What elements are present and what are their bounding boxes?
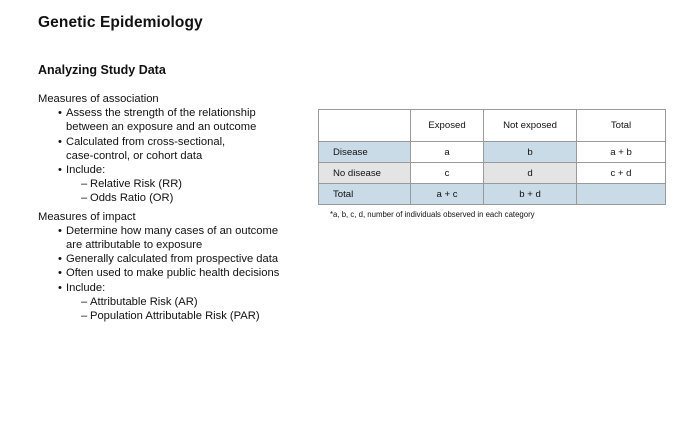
bullet-text-cont: are attributable to exposure <box>66 239 203 252</box>
table-cell: d <box>484 163 577 184</box>
table-row-disease <box>319 142 666 163</box>
header-cell-exposed: Exposed <box>411 110 484 142</box>
dash-icon: – <box>81 192 88 205</box>
table-cell: c + d <box>577 163 666 184</box>
table-header-row <box>319 110 666 142</box>
section-title: Analyzing Study Data <box>38 63 166 77</box>
bullet-text: Generally calculated from prospective data <box>66 253 279 266</box>
sub-bullet-text: Relative Risk (RR) <box>90 178 182 191</box>
table-row-no-disease <box>319 163 666 184</box>
bullet-text: Determine how many cases of an outcome <box>66 224 279 237</box>
sub-bullet-text: Odds Ratio (OR) <box>90 192 174 205</box>
bullet-item <box>38 163 308 177</box>
bullet-text-cont: between an exposure and an outcome <box>66 121 257 134</box>
bullet-icon: • <box>58 224 62 237</box>
impact-group <box>38 210 308 324</box>
bullet-icon: • <box>58 107 62 120</box>
sub-bullet-text: Population Attributable Risk (PAR) <box>90 310 260 323</box>
bullet-icon: • <box>58 267 62 280</box>
contingency-table <box>318 109 666 205</box>
bullet-icon: • <box>58 164 62 177</box>
bullet-text-cont: case-control, or cohort data <box>66 149 203 162</box>
content-outline <box>38 92 308 323</box>
bullet-item <box>38 281 308 295</box>
association-group <box>38 92 308 206</box>
bullet-item <box>38 106 308 134</box>
sub-bullet-item <box>38 309 308 323</box>
table-cell: c <box>411 163 484 184</box>
bullet-item <box>38 224 308 252</box>
table-cell: a <box>411 142 484 163</box>
bullet-text: Calculated from cross-sectional, <box>66 135 226 148</box>
bullet-text: Assess the strength of the relationship <box>66 107 256 120</box>
table-cell: a + c <box>411 184 484 205</box>
slide-title: Genetic Epidemiology <box>38 14 203 31</box>
bullet-icon: • <box>58 281 62 294</box>
sub-bullet-item <box>38 191 308 205</box>
bullet-item <box>38 135 308 163</box>
sub-bullet-item <box>38 295 308 309</box>
dash-icon: – <box>81 295 88 308</box>
table-cell: b + d <box>484 184 577 205</box>
association-heading: Measures of association <box>38 93 159 105</box>
dash-icon: – <box>81 178 88 191</box>
header-cell-total: Total <box>577 110 666 142</box>
bullet-text: Include: <box>66 281 106 294</box>
row-label: Total <box>319 184 411 205</box>
row-label: No disease <box>319 163 411 184</box>
bullet-item <box>38 266 308 280</box>
impact-heading: Measures of impact <box>38 210 136 223</box>
header-cell-not-exposed: Not exposed <box>484 110 577 142</box>
bullet-icon: • <box>58 135 62 148</box>
bullet-text: Include: <box>66 164 106 177</box>
two-by-two-table <box>318 109 666 205</box>
header-cell-empty <box>319 110 411 142</box>
row-label: Disease <box>319 142 411 163</box>
bullet-text: Often used to make public health decisions <box>66 267 280 280</box>
dash-icon: – <box>81 310 88 323</box>
bullet-item <box>38 252 308 266</box>
sub-bullet-item <box>38 177 308 191</box>
table-row-total <box>319 184 666 205</box>
table-cell <box>577 184 666 205</box>
table-cell: b <box>484 142 577 163</box>
table-footnote: *a, b, c, d, number of individuals observed in each category <box>330 210 535 219</box>
bullet-icon: • <box>58 253 62 266</box>
sub-bullet-text: Attributable Risk (AR) <box>90 295 198 308</box>
table-cell: a + b <box>577 142 666 163</box>
